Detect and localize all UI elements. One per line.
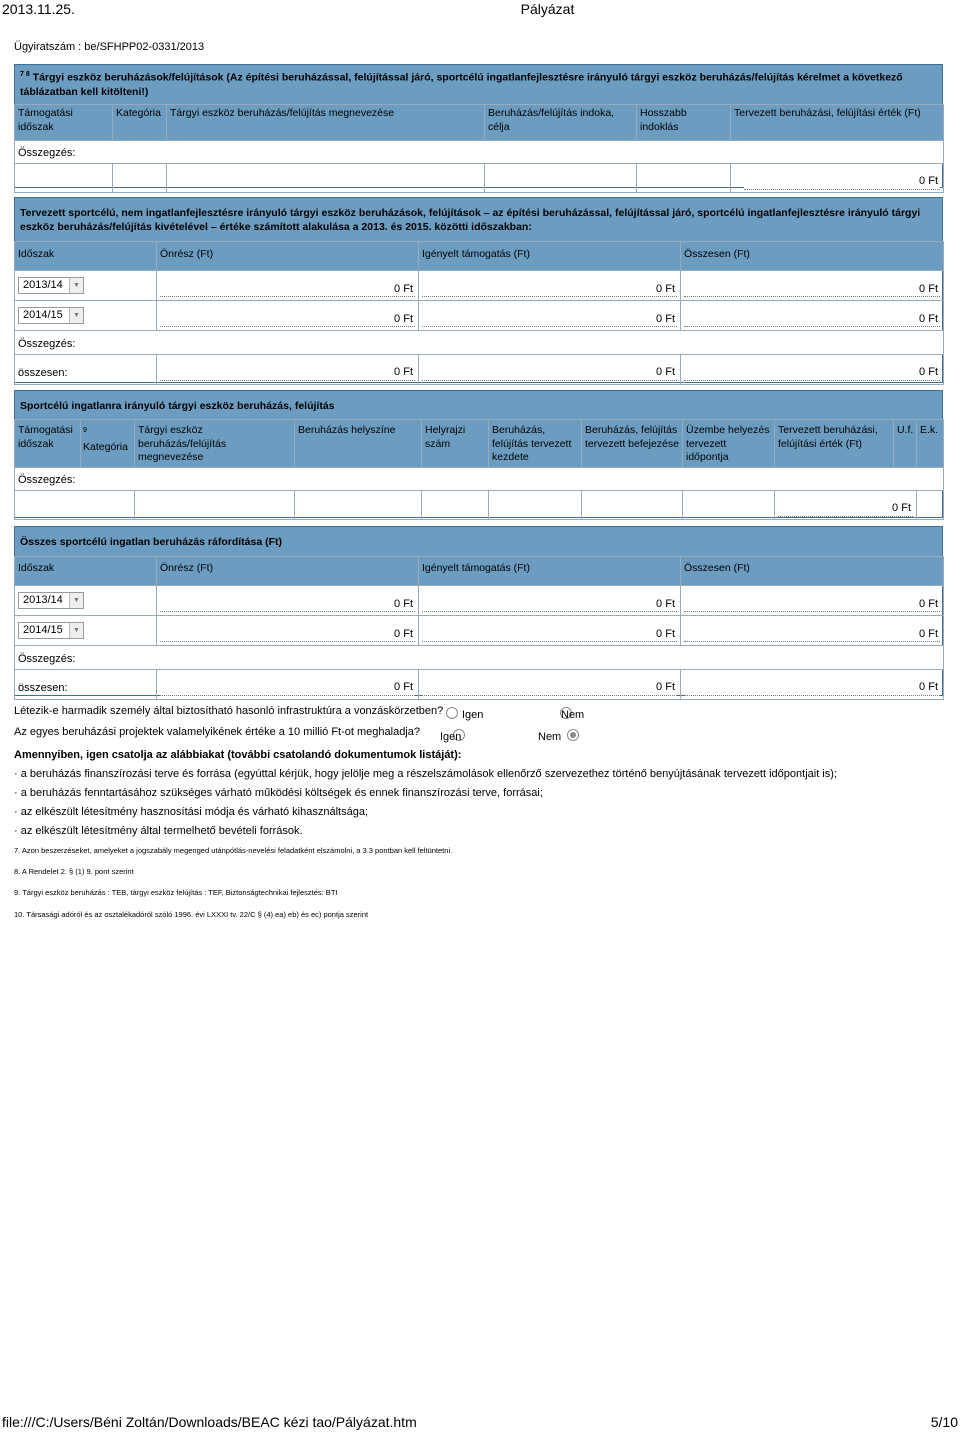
col-asset-name: Tárgyi eszköz beruházás/felújítás megnevezése	[167, 105, 485, 141]
col-grant: Igényelt támogatás (Ft)	[419, 557, 681, 586]
sum-total: 0 Ft	[684, 674, 940, 696]
radio-q1-yes-label: Igen	[462, 709, 484, 721]
col-planned-value: Tervezett beruházási, felújítási érték (Ft)	[775, 420, 894, 468]
sum-grant: 0 Ft	[422, 359, 677, 381]
question-third-party: Létezik-e harmadik személy által biztosítható hasonló infrastruktúra a vonzáskörzetben?	[14, 705, 444, 717]
case-number: Ügyiratszám : be/SFHPP02-0331/2013	[14, 41, 205, 53]
chevron-down-icon: ▼	[69, 308, 83, 323]
non-property-table	[14, 241, 944, 385]
fixed-assets-table	[14, 104, 944, 193]
sum-label: összesen:	[15, 354, 157, 384]
col-own: Önrész (Ft)	[157, 557, 419, 586]
summary-total: 0 Ft	[731, 163, 944, 192]
sum-own: 0 Ft	[160, 674, 415, 696]
period-select[interactable]: 2013/14 ▼	[18, 592, 84, 609]
summary-cell	[113, 163, 167, 192]
sum-total: 0 Ft	[684, 359, 940, 381]
summary-total: 0 Ft	[775, 490, 917, 519]
chevron-down-icon: ▼	[69, 623, 83, 638]
radio-q1-yes[interactable]	[446, 707, 458, 719]
summary-label: Összegzés:	[15, 331, 944, 355]
chevron-down-icon: ▼	[69, 593, 83, 608]
own-amount[interactable]: 0 Ft	[160, 620, 415, 642]
summary-label: Összegzés:	[15, 468, 944, 491]
col-grant: Igényelt támogatás (Ft)	[419, 242, 681, 271]
col-category: $^9$ Kategória	[81, 420, 135, 468]
question-over-10-million: Az egyes beruházási projektek valamelyikének értéke a 10 millió Ft-ot meghaladja?	[14, 726, 420, 738]
period-cell	[15, 301, 157, 331]
col-commissioning: Üzembe helyezés tervezett időpontja	[683, 420, 775, 468]
footnote: 7. Azon beszerzéseket, amelyeket a jogszabály megenged utánpótlás-nevelési feladatként elszámolni, a 3.3 pontban kell feltüntetni.	[14, 846, 453, 855]
summary-cell	[637, 163, 731, 192]
summary-label: Összegzés:	[15, 141, 944, 164]
period-cell	[15, 271, 157, 301]
radio-q1-no-label: Nem	[561, 709, 585, 721]
summary-label: Összegzés:	[15, 646, 944, 670]
summary-cell	[15, 163, 113, 192]
section-fixed-assets-title: $^{7 8}$ Tárgyi eszköz beruházások/felújítások (Az építési beruházással, felújítással járó, sportcélú ingatlanfejlesztésre irányuló tárgyi eszköz beruházás/felújítás kérelmet a következő táblázatban kell kitölteni!)	[15, 65, 942, 105]
own-amount[interactable]: 0 Ft	[160, 275, 415, 297]
period-cell	[15, 616, 157, 646]
print-date: 2013.11.25.	[2, 1, 75, 17]
attachment-item: · a beruházás finanszírozási terve és forrása (egyúttal kérjük, hogy jelölje meg a részelszámolások ellenőrző szervezethez történő benyújtásának tervezett időpontjait is);	[14, 768, 837, 780]
col-period: Időszak	[15, 557, 157, 586]
col-own: Önrész (Ft)	[157, 242, 419, 271]
property-total-table	[14, 556, 944, 700]
radio-q2-yes-label: Igen	[440, 731, 462, 743]
radio-q2-no-label: Nem	[538, 731, 562, 743]
attachments-heading: Amennyiben, igen csatolja az alábbiakat (további csatolandó dokumentumok listáját):	[14, 749, 462, 761]
file-path: file:///C:/Users/Béni Zoltán/Downloads/BEAC kézi tao/Pályázat.htm	[2, 1414, 417, 1430]
col-reason: Beruházás/felújítás indoka, célja	[485, 105, 637, 141]
grant-amount[interactable]: 0 Ft	[422, 620, 677, 642]
col-category: Kategória	[113, 105, 167, 141]
total-amount: 0 Ft	[684, 275, 940, 297]
col-long-justification: Hosszabb indoklás	[637, 105, 731, 141]
radio-q2-no[interactable]	[567, 729, 579, 741]
period-select[interactable]: 2014/15 ▼	[18, 622, 84, 639]
col-asset-name: Tárgyi eszköz beruházás/felújítás megnevezése	[135, 420, 295, 468]
sum-own: 0 Ft	[160, 359, 415, 381]
summary-cell	[485, 163, 637, 192]
total-amount: 0 Ft	[684, 590, 940, 612]
col-period: Időszak	[15, 242, 157, 271]
section-non-property-title: Tervezett sportcélú, nem ingatlanfejlesztésre irányuló tárgyi eszköz beruházások, felújítások – az építési beruházással, felújítással járó, sportcélú ingatlanfejlesztésre irányuló tárgyi eszköz beruházás/felújítás kivételével – értéke számított alakulása a 2013. és 2015. közötti időszakban:	[15, 198, 942, 242]
grant-amount[interactable]: 0 Ft	[422, 590, 677, 612]
col-uf: U.f.	[894, 420, 917, 468]
col-planned-value: Tervezett beruházási, felújítási érték (Ft)	[731, 105, 944, 141]
col-period: Támogatási időszak	[15, 105, 113, 141]
page-title: Pályázat	[520, 1, 575, 17]
chevron-down-icon: ▼	[69, 278, 83, 293]
attachment-item: · a beruházás fenntartásához szükséges várható működési költségek és ennek finanszírozási terve, forrásai;	[14, 787, 543, 799]
col-planned-end: Beruházás, felújítás tervezett befejezése	[582, 420, 683, 468]
property-investment-table	[14, 419, 944, 520]
own-amount[interactable]: 0 Ft	[160, 590, 415, 612]
footnote: 10. Társasági adóról és az osztalékadóról szóló 1996. évi LXXXI tv. 22/C § (4) ea) eb) és ec) pontja szerint	[14, 910, 369, 919]
sum-grant: 0 Ft	[422, 674, 677, 696]
page-number: 5/10	[930, 1414, 958, 1430]
period-select[interactable]: 2013/14 ▼	[18, 277, 84, 294]
summary-cell	[167, 163, 485, 192]
own-amount[interactable]: 0 Ft	[160, 305, 415, 327]
attachment-item: · az elkészült létesítmény által termelhető bevételi források.	[14, 825, 303, 837]
col-period: Támogatási időszak	[15, 420, 81, 468]
section-property-title: Sportcélú ingatlanra irányuló tárgyi eszköz beruházás, felújítás	[15, 391, 942, 420]
grant-amount[interactable]: 0 Ft	[422, 305, 677, 327]
col-total: Összesen (Ft)	[681, 557, 944, 586]
period-select[interactable]: 2014/15 ▼	[18, 307, 84, 324]
total-amount: 0 Ft	[684, 305, 940, 327]
section-property-total-title: Összes sportcélú ingatlan beruházás ráfordítása (Ft)	[15, 527, 942, 557]
col-total: Összesen (Ft)	[681, 242, 944, 271]
period-cell	[15, 586, 157, 616]
col-location: Beruházás helyszíne	[295, 420, 422, 468]
grant-amount[interactable]: 0 Ft	[422, 275, 677, 297]
col-parcel-number: Helyrajzi szám	[422, 420, 489, 468]
sum-label: összesen:	[15, 669, 157, 699]
footnote: 8. A Rendelet 2. § (1) 9. pont szerint	[14, 867, 134, 876]
attachment-item: · az elkészült létesítmény hasznosítási módja és várható kihasználtsága;	[14, 806, 369, 818]
total-amount: 0 Ft	[684, 620, 940, 642]
col-planned-start: Beruházás, felújítás tervezett kezdete	[489, 420, 582, 468]
col-ek: E.k.	[917, 420, 944, 468]
footnote: 9. Tárgyi eszköz beruházás : TEB, tárgyi eszköz felújítás : TEF, Biztonságtechnikai fejlesztés: BTI	[14, 888, 338, 897]
